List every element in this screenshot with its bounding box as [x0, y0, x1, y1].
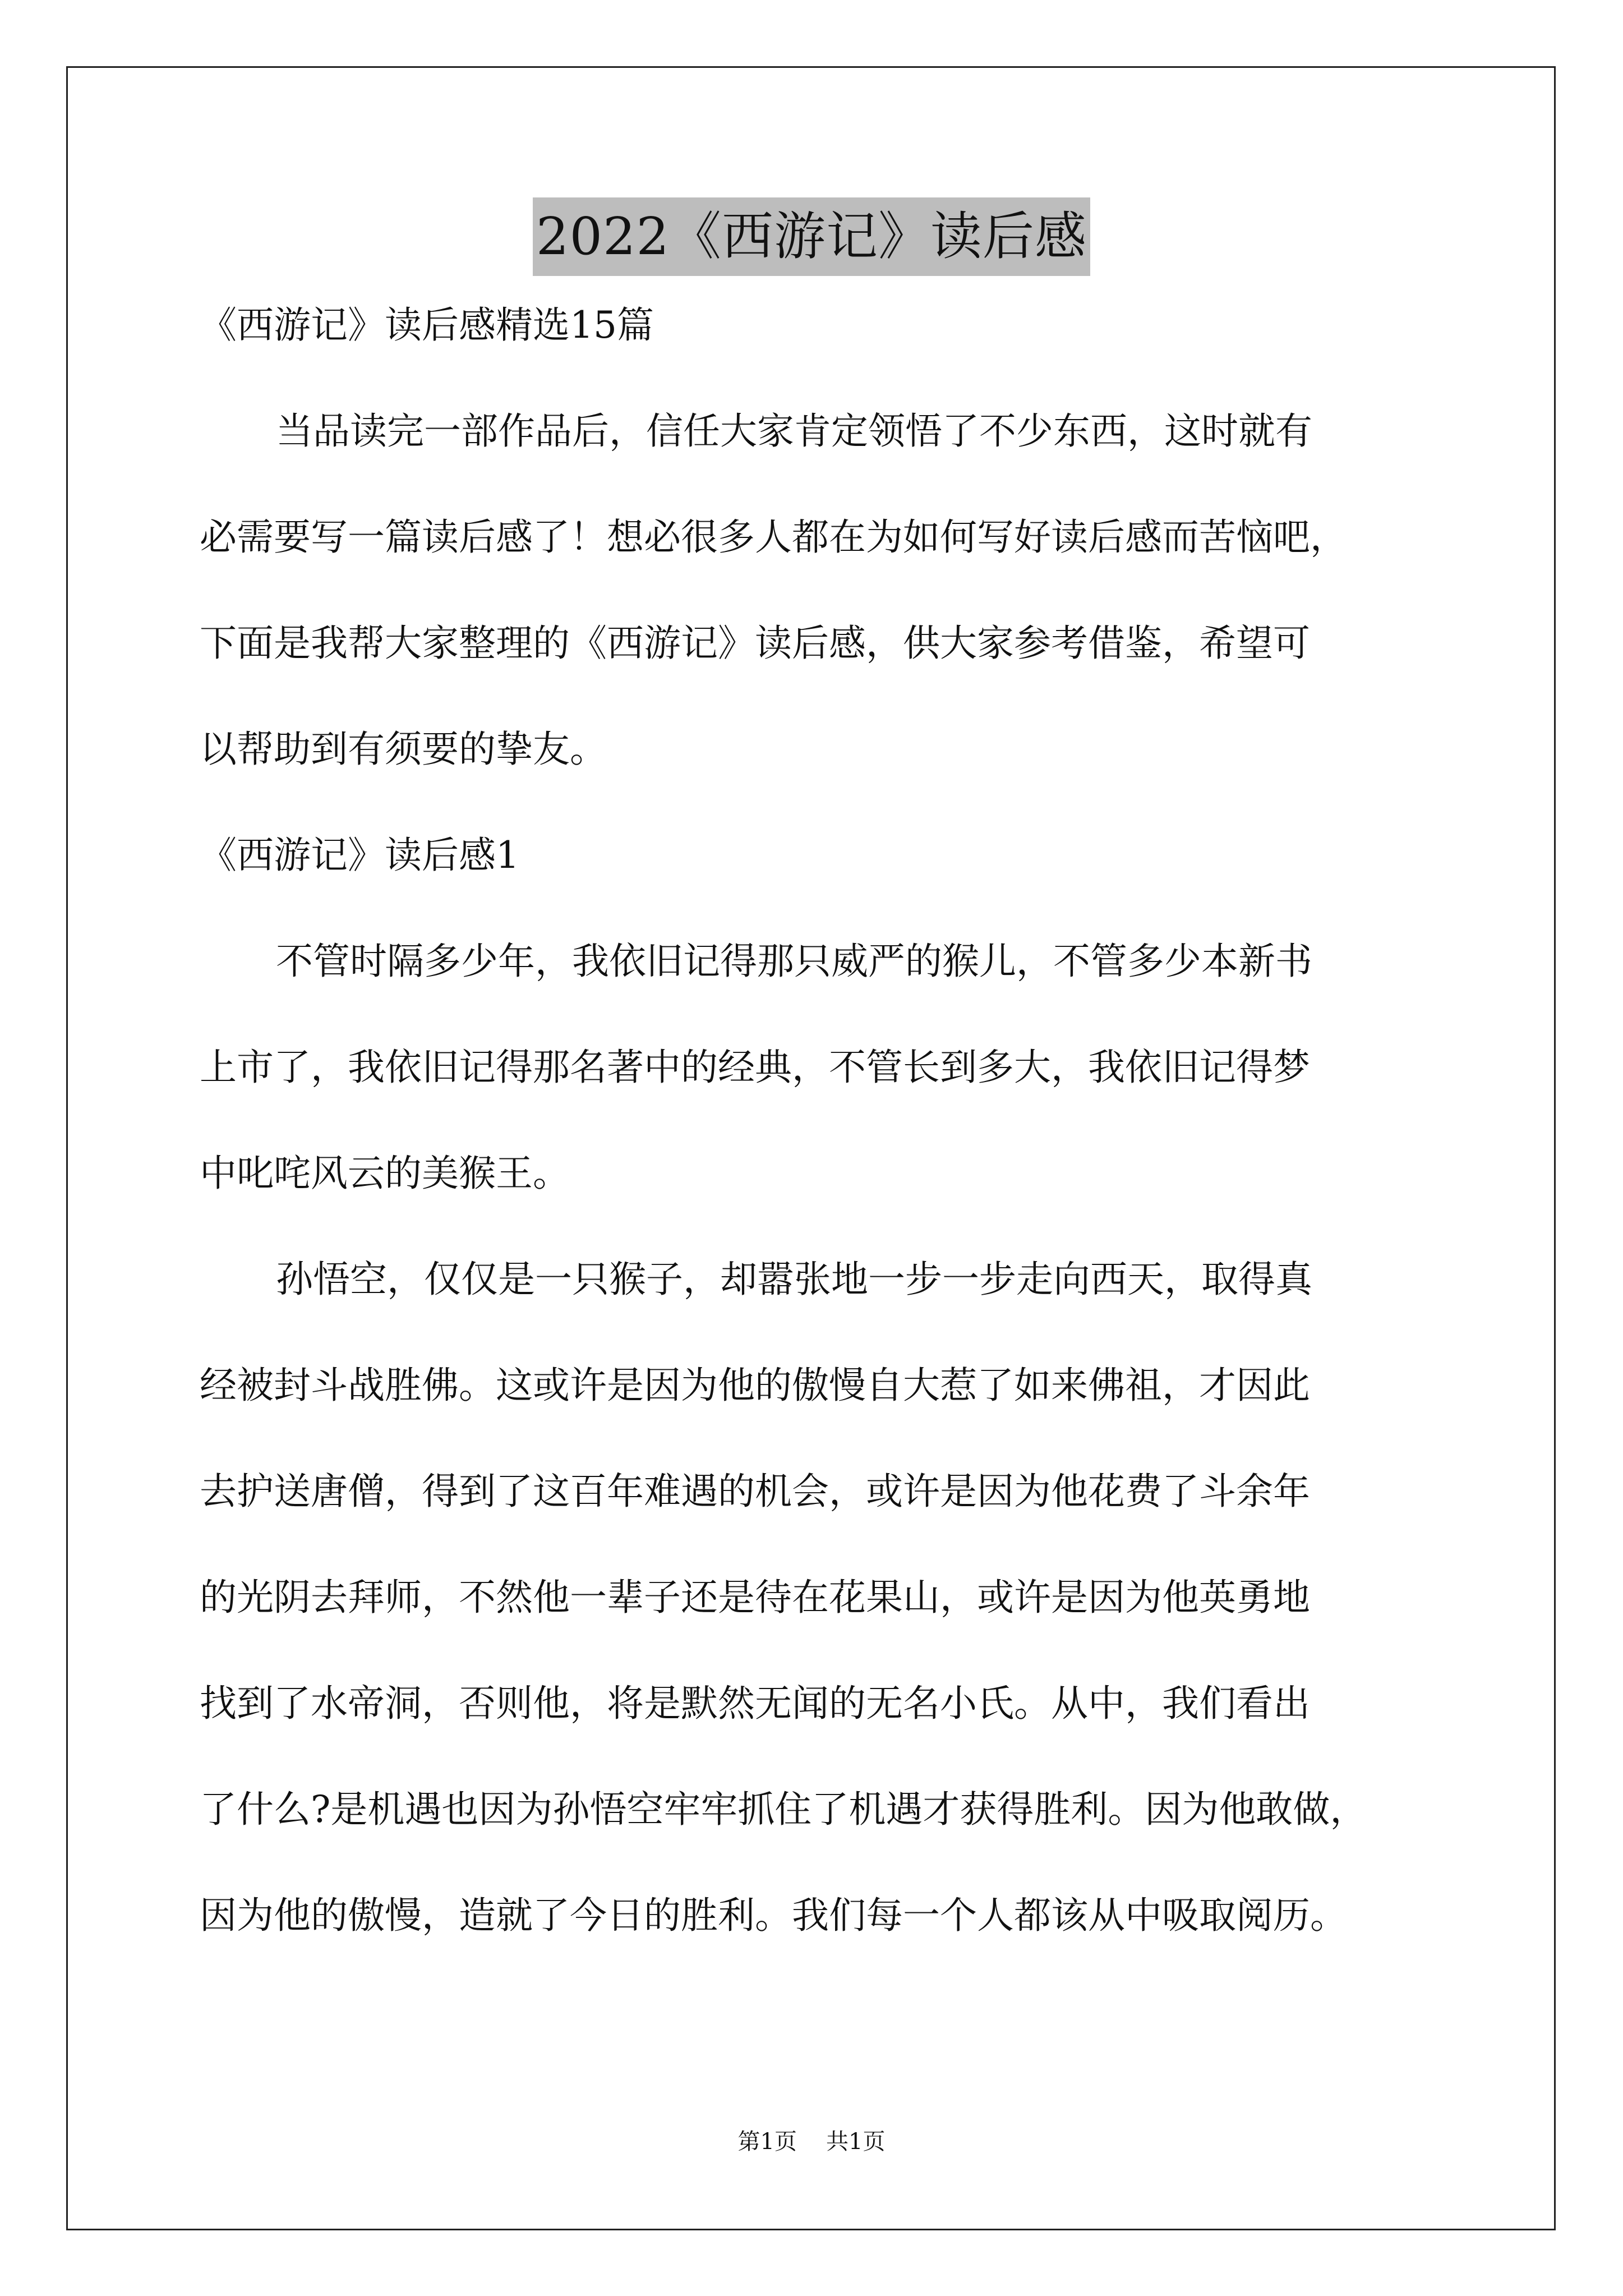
section-heading: 《西游记》读后感1	[200, 834, 519, 877]
document-title: 2022《西游记》读后感	[533, 197, 1090, 276]
paragraph2-line: 经被封斗战胜佛。这或许是因为他的傲慢自大惹了如来佛祖，才因此	[200, 1364, 1310, 1407]
paragraph1-line: 上市了，我依旧记得那名著中的经典，不管长到多大，我依旧记得梦	[200, 1046, 1310, 1089]
paragraph1-line: 不管时隔多少年，我依旧记得那只威严的猴儿，不管多少本新书	[276, 940, 1312, 983]
page-number-total: 共1页	[826, 2129, 886, 2155]
paragraph2-line: 因为他的傲慢，造就了今日的胜利。我们每一个人都该从中吸取阅历。	[200, 1894, 1347, 1937]
intro-line: 当品读完一部作品后，信任大家肯定领悟了不少东西，这时就有	[276, 409, 1312, 453]
paragraph2-line: 的光阴去拜师，不然他一辈子还是待在花果山，或许是因为他英勇地	[200, 1576, 1310, 1619]
page-footer	[0, 2125, 1623, 2159]
paragraph2-line: 去护送唐僧，得到了这百年难遇的机会，或许是因为他花费了斗余年	[200, 1470, 1310, 1513]
subtitle: 《西游记》读后感精选15篇	[200, 303, 654, 347]
document-body	[200, 297, 1433, 1994]
paragraph2-line: 孙悟空，仅仅是一只猴子，却嚣张地一步一步走向西天，取得真	[276, 1258, 1312, 1301]
intro-line: 必需要写一篇读后感了！想必很多人都在为如何写好读后感而苦恼吧，	[200, 516, 1347, 559]
paragraph1-line: 中叱咤风云的美猴王。	[200, 1152, 570, 1195]
intro-line: 以帮助到有须要的挚友。	[200, 728, 607, 771]
paragraph2-line: 了什么?是机遇也因为孙悟空牢牢抓住了机遇才获得胜利。因为他敢做，	[200, 1788, 1367, 1831]
paragraph2-line: 找到了水帝洞，否则他，将是默然无闻的无名小氏。从中，我们看出	[200, 1682, 1310, 1725]
intro-line: 下面是我帮大家整理的《西游记》读后感，供大家参考借鉴，希望可	[200, 622, 1310, 665]
title-container	[0, 197, 1623, 276]
page-number-current: 第1页	[737, 2129, 797, 2155]
